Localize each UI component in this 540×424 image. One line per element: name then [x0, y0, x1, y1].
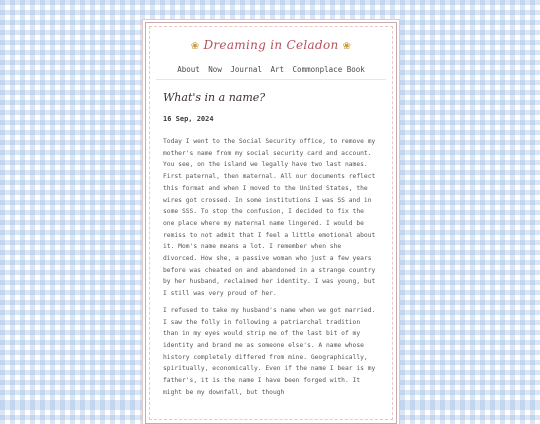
site-title-text[interactable]: Dreaming in Celadon — [203, 38, 339, 52]
site-title[interactable] — [146, 38, 396, 52]
post-title: What's in a name? — [163, 91, 266, 104]
flower-icon: ❀ — [190, 41, 200, 52]
post-paragraph: I refused to take my husband's name when we got married. I saw the folly in following a patriarchal tradition than in my eyes would strip me of the last bit of my identity and brand me as someone else's. A name whose history completely differed from mine. Geographically, spiritually, economically. Even if the name I bear is my father's, it is the name I have been forged with. It might be my downfall, but though — [163, 306, 376, 396]
post-body — [163, 136, 377, 403]
post-paragraph: Today I went to the Social Security office, to remove my mother's name from my social security card and account. You see, on the island we legally have two last names. First paternal, then maternal. All our documents reflect this format and when I moved to the United States, the wires got crossed. In some institutions I was SS and in some SSS. To stop the confusion, I decided to fix the one place where my maternal name lingered. I would be remiss to not admit that I feel a little emotional about it. Mom's name means a lot. I remember when she divorced. How she, a passive woman who just a few years before was cheated on and abandoned in a strange country by her husband, reclaimed her identity. I was young, but I still was very proud of her. — [163, 138, 376, 298]
post-date: 16 Sep, 2024 — [163, 115, 214, 123]
nav-link-about[interactable]: About — [177, 65, 200, 74]
flower-icon: ❀ — [342, 41, 352, 52]
nav-link-art[interactable]: Art — [270, 65, 285, 74]
nav-link-now[interactable]: Now — [208, 65, 222, 74]
main-nav — [146, 65, 396, 74]
nav-link-journal[interactable]: Journal — [230, 65, 262, 74]
nav-link-commonplace-book[interactable]: Commonplace Book — [292, 65, 365, 74]
nav-divider — [156, 79, 386, 80]
page-card — [145, 22, 397, 424]
